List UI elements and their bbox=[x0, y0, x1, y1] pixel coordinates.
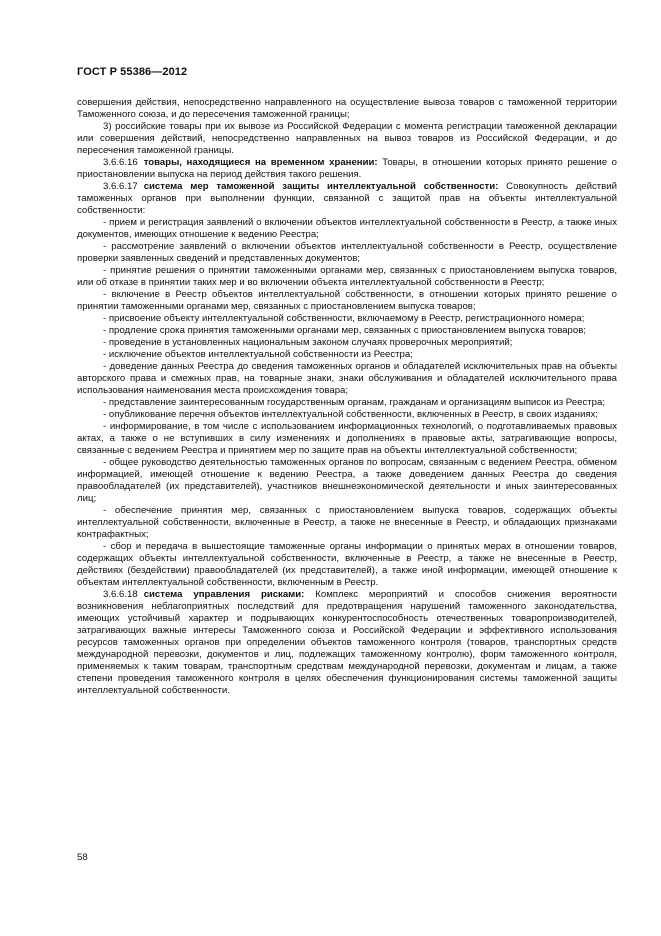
list-item bbox=[77, 421, 617, 457]
list-item-text: - включение в Реестр объектов интеллектуальной собственности, в отношении которых принято решение о принятии таможенными органами мер, связанных с приостановлением выпуска товаров; bbox=[77, 289, 617, 312]
list-item bbox=[77, 241, 617, 265]
list-item bbox=[77, 313, 617, 325]
list-item-text: - исключение объектов интеллектуальной собственности из Реестра; bbox=[103, 349, 413, 360]
list-item-text: - продление срока принятия таможенными органами мер, связанных с приостановлением выпуска товаров; bbox=[103, 325, 586, 336]
list-item-text: - принятие решения о принятии таможенными органами мер, связанных с приостановлением выпуска товаров, или об отказе в принятии таких мер и во включении объекта интеллектуальной собственности в Реестр; bbox=[77, 265, 617, 288]
list-item-text: - опубликование перечня объектов интеллектуальной собственности, включенных в Реестр, в своих изданиях; bbox=[103, 409, 599, 420]
list-item-text: - информирование, в том числе с использованием информационных технологий, о подготавливаемых правовых актах, а также о не вступивших в силу изменениях и дополнениях в правовые акты, затрагивающие вопросы, связанные с ведением Реестра и принятием мер по защите прав на объекты интеллектуальной собственности; bbox=[77, 421, 617, 456]
list-item bbox=[77, 541, 617, 589]
definition-text: Товары, в отношении которых принято решение о приостановлении выпуска на период действия такого решения. bbox=[77, 157, 617, 180]
paragraph bbox=[77, 121, 617, 157]
definition-3-6-6-18 bbox=[77, 589, 617, 697]
list-item-text: - проведение в установленных национальным законом случаях проверочных мероприятий; bbox=[103, 337, 513, 348]
list-item-text: - сбор и передача в вышестоящие таможенные органы информации о принятых мерах в отношении товаров, содержащих объекты интеллектуальной собственности, включенные в Реестр, а также не внесенные в Реестр, действиях (бездействии) правообладателей (их представителей), а также иной информации, имеющей отношение к объектам интеллектуальной собственности, включенным в Реестр. bbox=[77, 541, 617, 588]
list-item-text: - доведение данных Реестра до сведения таможенных органов и обладателей исключительных прав на объекты авторского права и смежных прав, на товарные знаки, знаки обслуживания и обладателей исключительного права использования наименования места происхождения товара; bbox=[77, 361, 617, 396]
list-item-text: - прием и регистрация заявлений о включении объектов интеллектуальной собственности в Реестр, а также иных документов, имеющих отношение к ведению Реестра; bbox=[77, 217, 617, 240]
list-item bbox=[77, 325, 617, 337]
list-item-text: - представление заинтересованным государственным органам, гражданам и организациям выписок из Реестра; bbox=[103, 397, 605, 408]
defined-term: система управления рисками: bbox=[143, 589, 305, 600]
defined-term: система мер таможенной защиты интеллектуальной собственности: bbox=[143, 181, 499, 192]
definition-3-6-6-17 bbox=[77, 181, 617, 217]
clause-number: 3.6.6.16 bbox=[103, 157, 138, 168]
list-item-text: - обеспечение принятия мер, связанных с приостановлением выпуска товаров, содержащих объекты интеллектуальной собственности, включенные в Реестр, а также не внесенные в Реестр, и обладающих признаками контрафактных; bbox=[77, 505, 617, 540]
list-item-text: - общее руководство деятельностью таможенных органов по вопросам, связанным с ведением Реестра, обменом информацией, имеющей отношение к ведению Реестра, а также доведением данных Реестра до сведения правообладателей (их представителей), участников внешнеэкономической деятельности и иных заинтересованных лиц; bbox=[77, 457, 617, 504]
paragraph-text: 3) российские товары при их вывозе из Российской Федерации с момента регистрации таможенной декларации или совершения действий, непосредственно направленных на вывоз товаров из Российской Федерации, и до пересечения таможенной границы. bbox=[77, 121, 617, 156]
list-item bbox=[77, 217, 617, 241]
list-item bbox=[77, 265, 617, 289]
clause-number: 3.6.6.17 bbox=[103, 181, 138, 192]
document-body bbox=[77, 97, 617, 697]
paragraph bbox=[77, 97, 617, 121]
list-item bbox=[77, 409, 617, 421]
list-item bbox=[77, 397, 617, 409]
list-item bbox=[77, 289, 617, 313]
definition-3-6-6-16 bbox=[77, 157, 617, 181]
page-number: 58 bbox=[77, 852, 88, 863]
list-item bbox=[77, 337, 617, 349]
clause-number: 3.6.6.18 bbox=[103, 589, 138, 600]
list-item bbox=[77, 349, 617, 361]
list-item bbox=[77, 505, 617, 541]
definition-text: Совокупность действий таможенных органов при выполнении функции, связанной с защитой прав на объекты интеллектуальной собственности: bbox=[77, 181, 618, 216]
list-item-text: - присвоение объекту интеллектуальной собственности, включаемому в Реестр, регистрационного номера; bbox=[103, 313, 585, 324]
list-item-text: - рассмотрение заявлений о включении объектов интеллектуальной собственности в Реестр, осуществление проверки заявленных сведений и представленных документов; bbox=[77, 241, 617, 264]
paragraph-text: совершения действия, непосредственно направленного на осуществление вывоза товаров с таможенной территории Таможенного союза, и до пересечения таможенной границы; bbox=[77, 97, 617, 120]
list-item bbox=[77, 361, 617, 397]
defined-term: товары, находящиеся на временном хранении: bbox=[143, 157, 378, 168]
list-item bbox=[77, 457, 617, 505]
definition-text: Комплекс мероприятий и способов снижения вероятности возникновения неблагоприятных последствий для предотвращения нарушений таможенного законодательства, имеющих устойчивый характер и подрывающих конкурентоспособность отечественных товаропроизводителей, затрагивающих важные интересы Таможенного союза и Российской Федерации и эффективного использования ресурсов таможенных органов при определении объектов таможенного контроля (товаров, транспортных средств международной перевозки, документов и лиц, подлежащих таможенному контролю), форм таможенного контроля, применяемых к таким товарам, транспортным средствам международной перевозки, документам и лицам, а также степени проведения таможенного контроля в целях обеспечения функционирования системы таможенной защиты интеллектуальной собственности. bbox=[77, 589, 617, 696]
document-header: ГОСТ Р 55386—2012 bbox=[77, 66, 188, 78]
